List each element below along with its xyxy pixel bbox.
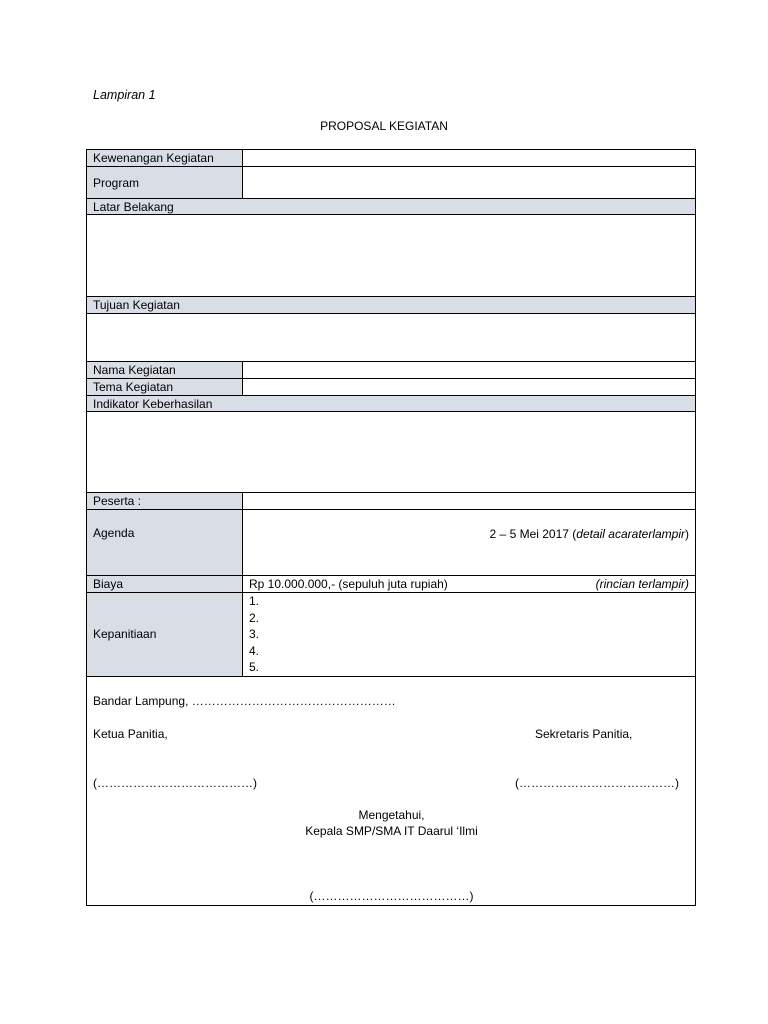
kepanitiaan-item: 3. [249, 627, 260, 641]
sekretaris-signature-blank: (…………………………………) [515, 775, 679, 790]
agenda-field[interactable]: 2 – 5 Mei 2017 (detail acaraterlampir) [243, 510, 696, 576]
latar-belakang-field[interactable] [87, 215, 696, 297]
nama-kegiatan-label: Nama Kegiatan [87, 362, 243, 379]
document-title: PROPOSAL KEGIATAN [320, 119, 448, 133]
proposal-form-table [86, 149, 696, 906]
kepanitiaan-label: Kepanitiaan [87, 593, 243, 677]
tema-kegiatan-label: Tema Kegiatan [87, 379, 243, 396]
nama-kegiatan-field[interactable] [243, 362, 696, 379]
mengetahui-label: Mengetahui, [358, 807, 425, 822]
ketua-label: Ketua Panitia, [93, 726, 168, 741]
kepanitiaan-item: 5. [249, 660, 260, 674]
agenda-note: detail acaraterlampir [576, 527, 685, 541]
peserta-label: Peserta : [87, 493, 243, 510]
kepanitiaan-list [249, 593, 689, 676]
indikator-field[interactable] [87, 412, 696, 493]
kepala-label: Kepala SMP/SMA IT Daarul ‘Ilmi [305, 823, 478, 838]
biaya-field[interactable] [243, 576, 696, 593]
agenda-label: Agenda [87, 510, 243, 576]
biaya-note: (rincian terlampir) [595, 577, 689, 591]
attachment-label: Lampiran 1 [93, 88, 156, 102]
place-date: Bandar Lampung, …………………………………………… [93, 693, 396, 708]
kewenangan-field[interactable] [243, 150, 696, 167]
biaya-value: Rp 10.000.000,- (sepuluh juta rupiah) [249, 577, 448, 591]
biaya-label: Biaya [87, 576, 243, 593]
ketua-signature-blank: (…………………………………) [93, 775, 257, 790]
peserta-field[interactable] [243, 493, 696, 510]
latar-belakang-header: Latar Belakang [87, 199, 696, 215]
tujuan-kegiatan-header: Tujuan Kegiatan [87, 297, 696, 314]
indikator-header: Indikator Keberhasilan [87, 396, 696, 412]
tema-kegiatan-field[interactable] [243, 379, 696, 396]
sekretaris-label: Sekretaris Panitia, [535, 726, 633, 741]
tujuan-kegiatan-field[interactable] [87, 314, 696, 362]
kepanitiaan-field[interactable] [243, 593, 696, 677]
program-label: Program [87, 167, 243, 199]
signature-section [87, 676, 696, 905]
agenda-date: 2 – 5 Mei 2017 [489, 527, 569, 541]
kewenangan-label: Kewenangan Kegiatan [87, 150, 243, 167]
kepanitiaan-item: 2. [249, 610, 260, 625]
program-field[interactable] [243, 167, 696, 199]
kepanitiaan-item: 1. [249, 594, 260, 608]
kepala-signature-blank: (…………………………………) [309, 888, 474, 903]
kepanitiaan-item: 4. [249, 643, 260, 658]
